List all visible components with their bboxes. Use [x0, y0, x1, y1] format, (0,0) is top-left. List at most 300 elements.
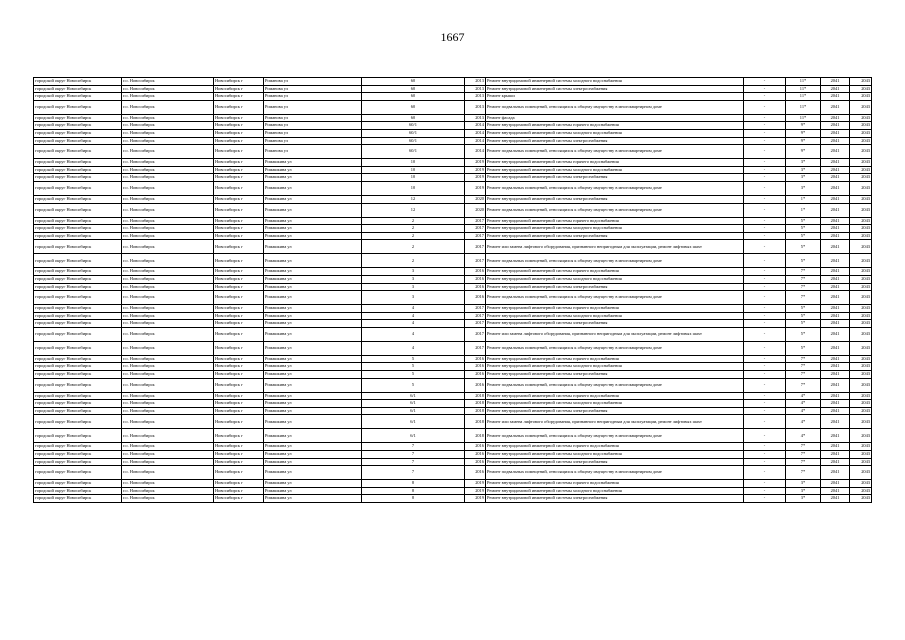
municipality-cell: городской округ Новосибирск: [34, 85, 122, 93]
table-row: [34, 240, 872, 254]
house-number-cell: 10: [362, 174, 465, 182]
year-cell: 2016: [465, 363, 486, 371]
table-row: [34, 378, 872, 392]
start-year-cell: 2041: [821, 480, 850, 488]
city-cell: Новосибирск г: [214, 232, 264, 240]
dash-cell: -: [744, 85, 786, 93]
year-cell: 2019: [465, 159, 486, 167]
start-year-cell: 2041: [821, 159, 850, 167]
city-cell: Новосибирск г: [214, 312, 264, 320]
district-cell: г.о. Новосибирск: [122, 85, 214, 93]
district-cell: г.о. Новосибирск: [122, 225, 214, 233]
city-cell: Новосибирск г: [214, 429, 264, 443]
work-type-cell: Ремонт подвальных помещений, относящихся к общему имуществу в многоквартирном доме: [486, 341, 744, 355]
start-year-cell: 2041: [821, 355, 850, 363]
municipality-cell: городской округ Новосибирск: [34, 203, 122, 217]
municipality-cell: городской округ Новосибирск: [34, 466, 122, 480]
start-year-cell: 2041: [821, 458, 850, 466]
district-cell: г.о. Новосибирск: [122, 480, 214, 488]
house-number-cell: 7: [362, 443, 465, 451]
end-year-cell: 2043: [850, 371, 872, 379]
work-type-cell: Ремонт подвальных помещений, относящихся к общему имуществу в многоквартирном доме: [486, 254, 744, 268]
end-year-cell: 2043: [850, 466, 872, 480]
city-cell: Новосибирск г: [214, 407, 264, 415]
street-cell: Романова ул: [264, 145, 362, 159]
end-year-cell: 2043: [850, 378, 872, 392]
dash-cell: -: [744, 305, 786, 313]
dash-cell: -: [744, 495, 786, 503]
table-row: [34, 159, 872, 167]
work-type-cell: Ремонт внутридомовой инженерной системы электроснабжения: [486, 85, 744, 93]
street-cell: Ромашкина ул: [264, 480, 362, 488]
work-type-cell: Ремонт внутридомовой инженерной системы горячего водоснабжения: [486, 159, 744, 167]
year-cell: 2019: [465, 487, 486, 495]
municipality-cell: городской округ Новосибирск: [34, 407, 122, 415]
city-cell: Новосибирск г: [214, 203, 264, 217]
district-cell: г.о. Новосибирск: [122, 159, 214, 167]
house-number-cell: 6/1: [362, 400, 465, 408]
year-cell: 2016: [465, 371, 486, 379]
house-number-cell: 5: [362, 363, 465, 371]
work-type-cell: Ремонт внутридомовой инженерной системы холодного водоснабжения: [486, 78, 744, 86]
start-year-cell: 2041: [821, 400, 850, 408]
dash-cell: -: [744, 378, 786, 392]
dash-cell: -: [744, 275, 786, 283]
city-cell: Новосибирск г: [214, 392, 264, 400]
street-cell: Романова ул: [264, 85, 362, 93]
repair-schedule-table: [33, 77, 872, 503]
priority-cell: 9*: [786, 122, 821, 130]
table-row: [34, 480, 872, 488]
city-cell: Новосибирск г: [214, 195, 264, 203]
year-cell: 2019: [465, 181, 486, 195]
dash-cell: -: [744, 400, 786, 408]
year-cell: 2013: [465, 114, 486, 122]
table-row: [34, 85, 872, 93]
table-row: [34, 466, 872, 480]
city-cell: Новосибирск г: [214, 458, 264, 466]
district-cell: г.о. Новосибирск: [122, 320, 214, 328]
start-year-cell: 2041: [821, 363, 850, 371]
table-row: [34, 429, 872, 443]
dash-cell: -: [744, 268, 786, 276]
dash-cell: -: [744, 355, 786, 363]
end-year-cell: 2043: [850, 495, 872, 503]
priority-cell: 7*: [786, 283, 821, 291]
start-year-cell: 2041: [821, 312, 850, 320]
dash-cell: -: [744, 480, 786, 488]
end-year-cell: 2043: [850, 254, 872, 268]
house-number-cell: 60/1: [362, 122, 465, 130]
table-row: [34, 232, 872, 240]
start-year-cell: 2041: [821, 327, 850, 341]
street-cell: Ромашкина ул: [264, 159, 362, 167]
priority-cell: 4*: [786, 392, 821, 400]
street-cell: Ромашкина ул: [264, 443, 362, 451]
city-cell: Новосибирск г: [214, 291, 264, 305]
priority-cell: 7*: [786, 371, 821, 379]
dash-cell: -: [744, 232, 786, 240]
work-type-cell: Ремонт внутридомовой инженерной системы холодного водоснабжения: [486, 487, 744, 495]
district-cell: г.о. Новосибирск: [122, 268, 214, 276]
house-number-cell: 60/1: [362, 137, 465, 145]
table-row: [34, 291, 872, 305]
house-number-cell: 5: [362, 371, 465, 379]
district-cell: г.о. Новосибирск: [122, 291, 214, 305]
end-year-cell: 2043: [850, 320, 872, 328]
dash-cell: -: [744, 181, 786, 195]
priority-cell: 3*: [786, 480, 821, 488]
table-row: [34, 195, 872, 203]
priority-cell: 3*: [786, 166, 821, 174]
priority-cell: 1*: [786, 195, 821, 203]
end-year-cell: 2043: [850, 392, 872, 400]
end-year-cell: 2043: [850, 312, 872, 320]
dash-cell: -: [744, 114, 786, 122]
city-cell: Новосибирск г: [214, 268, 264, 276]
priority-cell: 9*: [786, 129, 821, 137]
year-cell: 2019: [465, 495, 486, 503]
work-type-cell: Ремонт внутридомовой инженерной системы электроснабжения: [486, 495, 744, 503]
priority-cell: 7*: [786, 378, 821, 392]
street-cell: Ромашкина ул: [264, 495, 362, 503]
house-number-cell: 8: [362, 480, 465, 488]
city-cell: Новосибирск г: [214, 378, 264, 392]
start-year-cell: 2041: [821, 283, 850, 291]
city-cell: Новосибирск г: [214, 93, 264, 101]
start-year-cell: 2041: [821, 114, 850, 122]
start-year-cell: 2041: [821, 181, 850, 195]
dash-cell: -: [744, 341, 786, 355]
city-cell: Новосибирск г: [214, 451, 264, 459]
district-cell: г.о. Новосибирск: [122, 312, 214, 320]
table-row: [34, 275, 872, 283]
dash-cell: -: [744, 166, 786, 174]
start-year-cell: 2041: [821, 487, 850, 495]
table-row: [34, 225, 872, 233]
table-row: [34, 78, 872, 86]
district-cell: г.о. Новосибирск: [122, 363, 214, 371]
municipality-cell: городской округ Новосибирск: [34, 320, 122, 328]
street-cell: Ромашкина ул: [264, 407, 362, 415]
work-type-cell: Ремонт внутридомовой инженерной системы горячего водоснабжения: [486, 217, 744, 225]
table-row: [34, 122, 872, 130]
district-cell: г.о. Новосибирск: [122, 181, 214, 195]
street-cell: Романова ул: [264, 114, 362, 122]
table-row: [34, 495, 872, 503]
work-type-cell: Ремонт подвальных помещений, относящихся к общему имуществу в многоквартирном доме: [486, 291, 744, 305]
end-year-cell: 2043: [850, 203, 872, 217]
priority-cell: 3*: [786, 181, 821, 195]
start-year-cell: 2041: [821, 466, 850, 480]
street-cell: Ромашкина ул: [264, 341, 362, 355]
municipality-cell: городской округ Новосибирск: [34, 415, 122, 429]
municipality-cell: городской округ Новосибирск: [34, 225, 122, 233]
year-cell: 2016: [465, 451, 486, 459]
year-cell: 2018: [465, 415, 486, 429]
street-cell: Романова ул: [264, 78, 362, 86]
municipality-cell: городской округ Новосибирск: [34, 93, 122, 101]
end-year-cell: 2043: [850, 240, 872, 254]
table-row: [34, 283, 872, 291]
house-number-cell: 60/1: [362, 145, 465, 159]
table-row: [34, 181, 872, 195]
municipality-cell: городской округ Новосибирск: [34, 159, 122, 167]
dash-cell: -: [744, 291, 786, 305]
end-year-cell: 2043: [850, 93, 872, 101]
house-number-cell: 10: [362, 181, 465, 195]
work-type-cell: Ремонт фасада: [486, 114, 744, 122]
municipality-cell: городской округ Новосибирск: [34, 283, 122, 291]
district-cell: г.о. Новосибирск: [122, 415, 214, 429]
priority-cell: 11*: [786, 93, 821, 101]
start-year-cell: 2041: [821, 145, 850, 159]
table-row: [34, 312, 872, 320]
work-type-cell: Ремонт крыши: [486, 93, 744, 101]
street-cell: Ромашкина ул: [264, 400, 362, 408]
street-cell: Ромашкина ул: [264, 203, 362, 217]
street-cell: Романова ул: [264, 122, 362, 130]
year-cell: 2018: [465, 392, 486, 400]
start-year-cell: 2041: [821, 225, 850, 233]
city-cell: Новосибирск г: [214, 487, 264, 495]
street-cell: Ромашкина ул: [264, 291, 362, 305]
municipality-cell: городской округ Новосибирск: [34, 240, 122, 254]
house-number-cell: 8: [362, 495, 465, 503]
municipality-cell: городской округ Новосибирск: [34, 137, 122, 145]
start-year-cell: 2041: [821, 429, 850, 443]
house-number-cell: 7: [362, 451, 465, 459]
municipality-cell: городской округ Новосибирск: [34, 122, 122, 130]
house-number-cell: 60: [362, 85, 465, 93]
year-cell: 2013: [465, 85, 486, 93]
house-number-cell: 3: [362, 291, 465, 305]
house-number-cell: 5: [362, 355, 465, 363]
street-cell: Ромашкина ул: [264, 166, 362, 174]
street-cell: Ромашкина ул: [264, 327, 362, 341]
start-year-cell: 2041: [821, 443, 850, 451]
table-row: [34, 363, 872, 371]
end-year-cell: 2043: [850, 291, 872, 305]
city-cell: Новосибирск г: [214, 320, 264, 328]
house-number-cell: 60: [362, 100, 465, 114]
work-type-cell: Ремонт внутридомовой инженерной системы электроснабжения: [486, 371, 744, 379]
street-cell: Романова ул: [264, 137, 362, 145]
end-year-cell: 2043: [850, 363, 872, 371]
work-type-cell: Ремонт внутридомовой инженерной системы электроснабжения: [486, 407, 744, 415]
house-number-cell: 2: [362, 232, 465, 240]
year-cell: 2017: [465, 312, 486, 320]
municipality-cell: городской округ Новосибирск: [34, 371, 122, 379]
house-number-cell: 6/1: [362, 415, 465, 429]
start-year-cell: 2041: [821, 305, 850, 313]
end-year-cell: 2043: [850, 407, 872, 415]
house-number-cell: 60: [362, 78, 465, 86]
end-year-cell: 2043: [850, 283, 872, 291]
house-number-cell: 6/1: [362, 429, 465, 443]
year-cell: 2014: [465, 122, 486, 130]
dash-cell: -: [744, 225, 786, 233]
dash-cell: -: [744, 312, 786, 320]
work-type-cell: Ремонт внутридомовой инженерной системы холодного водоснабжения: [486, 129, 744, 137]
work-type-cell: Ремонт внутридомовой инженерной системы холодного водоснабжения: [486, 400, 744, 408]
city-cell: Новосибирск г: [214, 254, 264, 268]
start-year-cell: 2041: [821, 203, 850, 217]
house-number-cell: 3: [362, 268, 465, 276]
start-year-cell: 2041: [821, 371, 850, 379]
start-year-cell: 2041: [821, 254, 850, 268]
start-year-cell: 2041: [821, 174, 850, 182]
municipality-cell: городской округ Новосибирск: [34, 312, 122, 320]
priority-cell: 3*: [786, 159, 821, 167]
table-row: [34, 415, 872, 429]
house-number-cell: 2: [362, 225, 465, 233]
house-number-cell: 4: [362, 341, 465, 355]
house-number-cell: 2: [362, 240, 465, 254]
house-number-cell: 3: [362, 283, 465, 291]
work-type-cell: Ремонт подвальных помещений, относящихся к общему имуществу в многоквартирном доме: [486, 429, 744, 443]
street-cell: Ромашкина ул: [264, 217, 362, 225]
city-cell: Новосибирск г: [214, 122, 264, 130]
start-year-cell: 2041: [821, 122, 850, 130]
work-type-cell: Ремонт внутридомовой инженерной системы электроснабжения: [486, 174, 744, 182]
priority-cell: 4*: [786, 415, 821, 429]
start-year-cell: 2041: [821, 217, 850, 225]
dash-cell: -: [744, 320, 786, 328]
street-cell: Ромашкина ул: [264, 283, 362, 291]
end-year-cell: 2043: [850, 217, 872, 225]
dash-cell: -: [744, 371, 786, 379]
work-type-cell: Ремонт подвальных помещений, относящихся к общему имуществу в многоквартирном доме: [486, 466, 744, 480]
city-cell: Новосибирск г: [214, 275, 264, 283]
year-cell: 2017: [465, 327, 486, 341]
start-year-cell: 2041: [821, 268, 850, 276]
street-cell: Ромашкина ул: [264, 392, 362, 400]
table-row: [34, 327, 872, 341]
city-cell: Новосибирск г: [214, 100, 264, 114]
municipality-cell: городской округ Новосибирск: [34, 363, 122, 371]
priority-cell: 3*: [786, 174, 821, 182]
district-cell: г.о. Новосибирск: [122, 254, 214, 268]
work-type-cell: Ремонт подвальных помещений, относящихся к общему имуществу в многоквартирном доме: [486, 181, 744, 195]
table-row: [34, 458, 872, 466]
city-cell: Новосибирск г: [214, 443, 264, 451]
year-cell: 2017: [465, 232, 486, 240]
year-cell: 2019: [465, 480, 486, 488]
year-cell: 2016: [465, 355, 486, 363]
table-body: [34, 78, 872, 503]
priority-cell: 5*: [786, 312, 821, 320]
house-number-cell: 7: [362, 466, 465, 480]
priority-cell: 1*: [786, 203, 821, 217]
start-year-cell: 2041: [821, 85, 850, 93]
district-cell: г.о. Новосибирск: [122, 283, 214, 291]
end-year-cell: 2043: [850, 429, 872, 443]
district-cell: г.о. Новосибирск: [122, 443, 214, 451]
priority-cell: 11*: [786, 114, 821, 122]
street-cell: Ромашкина ул: [264, 254, 362, 268]
district-cell: г.о. Новосибирск: [122, 100, 214, 114]
end-year-cell: 2043: [850, 451, 872, 459]
start-year-cell: 2041: [821, 100, 850, 114]
start-year-cell: 2041: [821, 275, 850, 283]
start-year-cell: 2041: [821, 320, 850, 328]
table-row: [34, 203, 872, 217]
district-cell: г.о. Новосибирск: [122, 145, 214, 159]
year-cell: 2014: [465, 145, 486, 159]
dash-cell: -: [744, 240, 786, 254]
year-cell: 2016: [465, 458, 486, 466]
year-cell: 2016: [465, 268, 486, 276]
priority-cell: 7*: [786, 466, 821, 480]
municipality-cell: городской округ Новосибирск: [34, 254, 122, 268]
start-year-cell: 2041: [821, 415, 850, 429]
end-year-cell: 2043: [850, 275, 872, 283]
house-number-cell: 60/1: [362, 129, 465, 137]
end-year-cell: 2043: [850, 480, 872, 488]
priority-cell: 7*: [786, 291, 821, 305]
city-cell: Новосибирск г: [214, 145, 264, 159]
street-cell: Ромашкина ул: [264, 378, 362, 392]
district-cell: г.о. Новосибирск: [122, 407, 214, 415]
priority-cell: 7*: [786, 451, 821, 459]
work-type-cell: Ремонт внутридомовой инженерной системы горячего водоснабжения: [486, 355, 744, 363]
start-year-cell: 2041: [821, 93, 850, 101]
priority-cell: 11*: [786, 78, 821, 86]
street-cell: Ромашкина ул: [264, 232, 362, 240]
work-type-cell: Ремонт внутридомовой инженерной системы холодного водоснабжения: [486, 275, 744, 283]
house-number-cell: 4: [362, 327, 465, 341]
end-year-cell: 2043: [850, 487, 872, 495]
municipality-cell: городской округ Новосибирск: [34, 268, 122, 276]
table-row: [34, 100, 872, 114]
municipality-cell: городской округ Новосибирск: [34, 275, 122, 283]
city-cell: Новосибирск г: [214, 371, 264, 379]
year-cell: 2014: [465, 129, 486, 137]
dash-cell: -: [744, 217, 786, 225]
end-year-cell: 2043: [850, 174, 872, 182]
dash-cell: -: [744, 283, 786, 291]
table-row: [34, 487, 872, 495]
municipality-cell: городской округ Новосибирск: [34, 166, 122, 174]
city-cell: Новосибирск г: [214, 327, 264, 341]
dash-cell: -: [744, 363, 786, 371]
end-year-cell: 2043: [850, 268, 872, 276]
municipality-cell: городской округ Новосибирск: [34, 114, 122, 122]
city-cell: Новосибирск г: [214, 355, 264, 363]
city-cell: Новосибирск г: [214, 495, 264, 503]
district-cell: г.о. Новосибирск: [122, 137, 214, 145]
start-year-cell: 2041: [821, 240, 850, 254]
house-number-cell: 7: [362, 458, 465, 466]
city-cell: Новосибирск г: [214, 341, 264, 355]
end-year-cell: 2043: [850, 100, 872, 114]
street-cell: Ромашкина ул: [264, 305, 362, 313]
district-cell: г.о. Новосибирск: [122, 327, 214, 341]
year-cell: 2016: [465, 291, 486, 305]
municipality-cell: городской округ Новосибирск: [34, 129, 122, 137]
start-year-cell: 2041: [821, 407, 850, 415]
district-cell: г.о. Новосибирск: [122, 458, 214, 466]
house-number-cell: 3: [362, 275, 465, 283]
year-cell: 2014: [465, 137, 486, 145]
end-year-cell: 2043: [850, 114, 872, 122]
priority-cell: 11*: [786, 85, 821, 93]
district-cell: г.о. Новосибирск: [122, 78, 214, 86]
municipality-cell: городской округ Новосибирск: [34, 495, 122, 503]
priority-cell: 5*: [786, 232, 821, 240]
municipality-cell: городской округ Новосибирск: [34, 305, 122, 313]
